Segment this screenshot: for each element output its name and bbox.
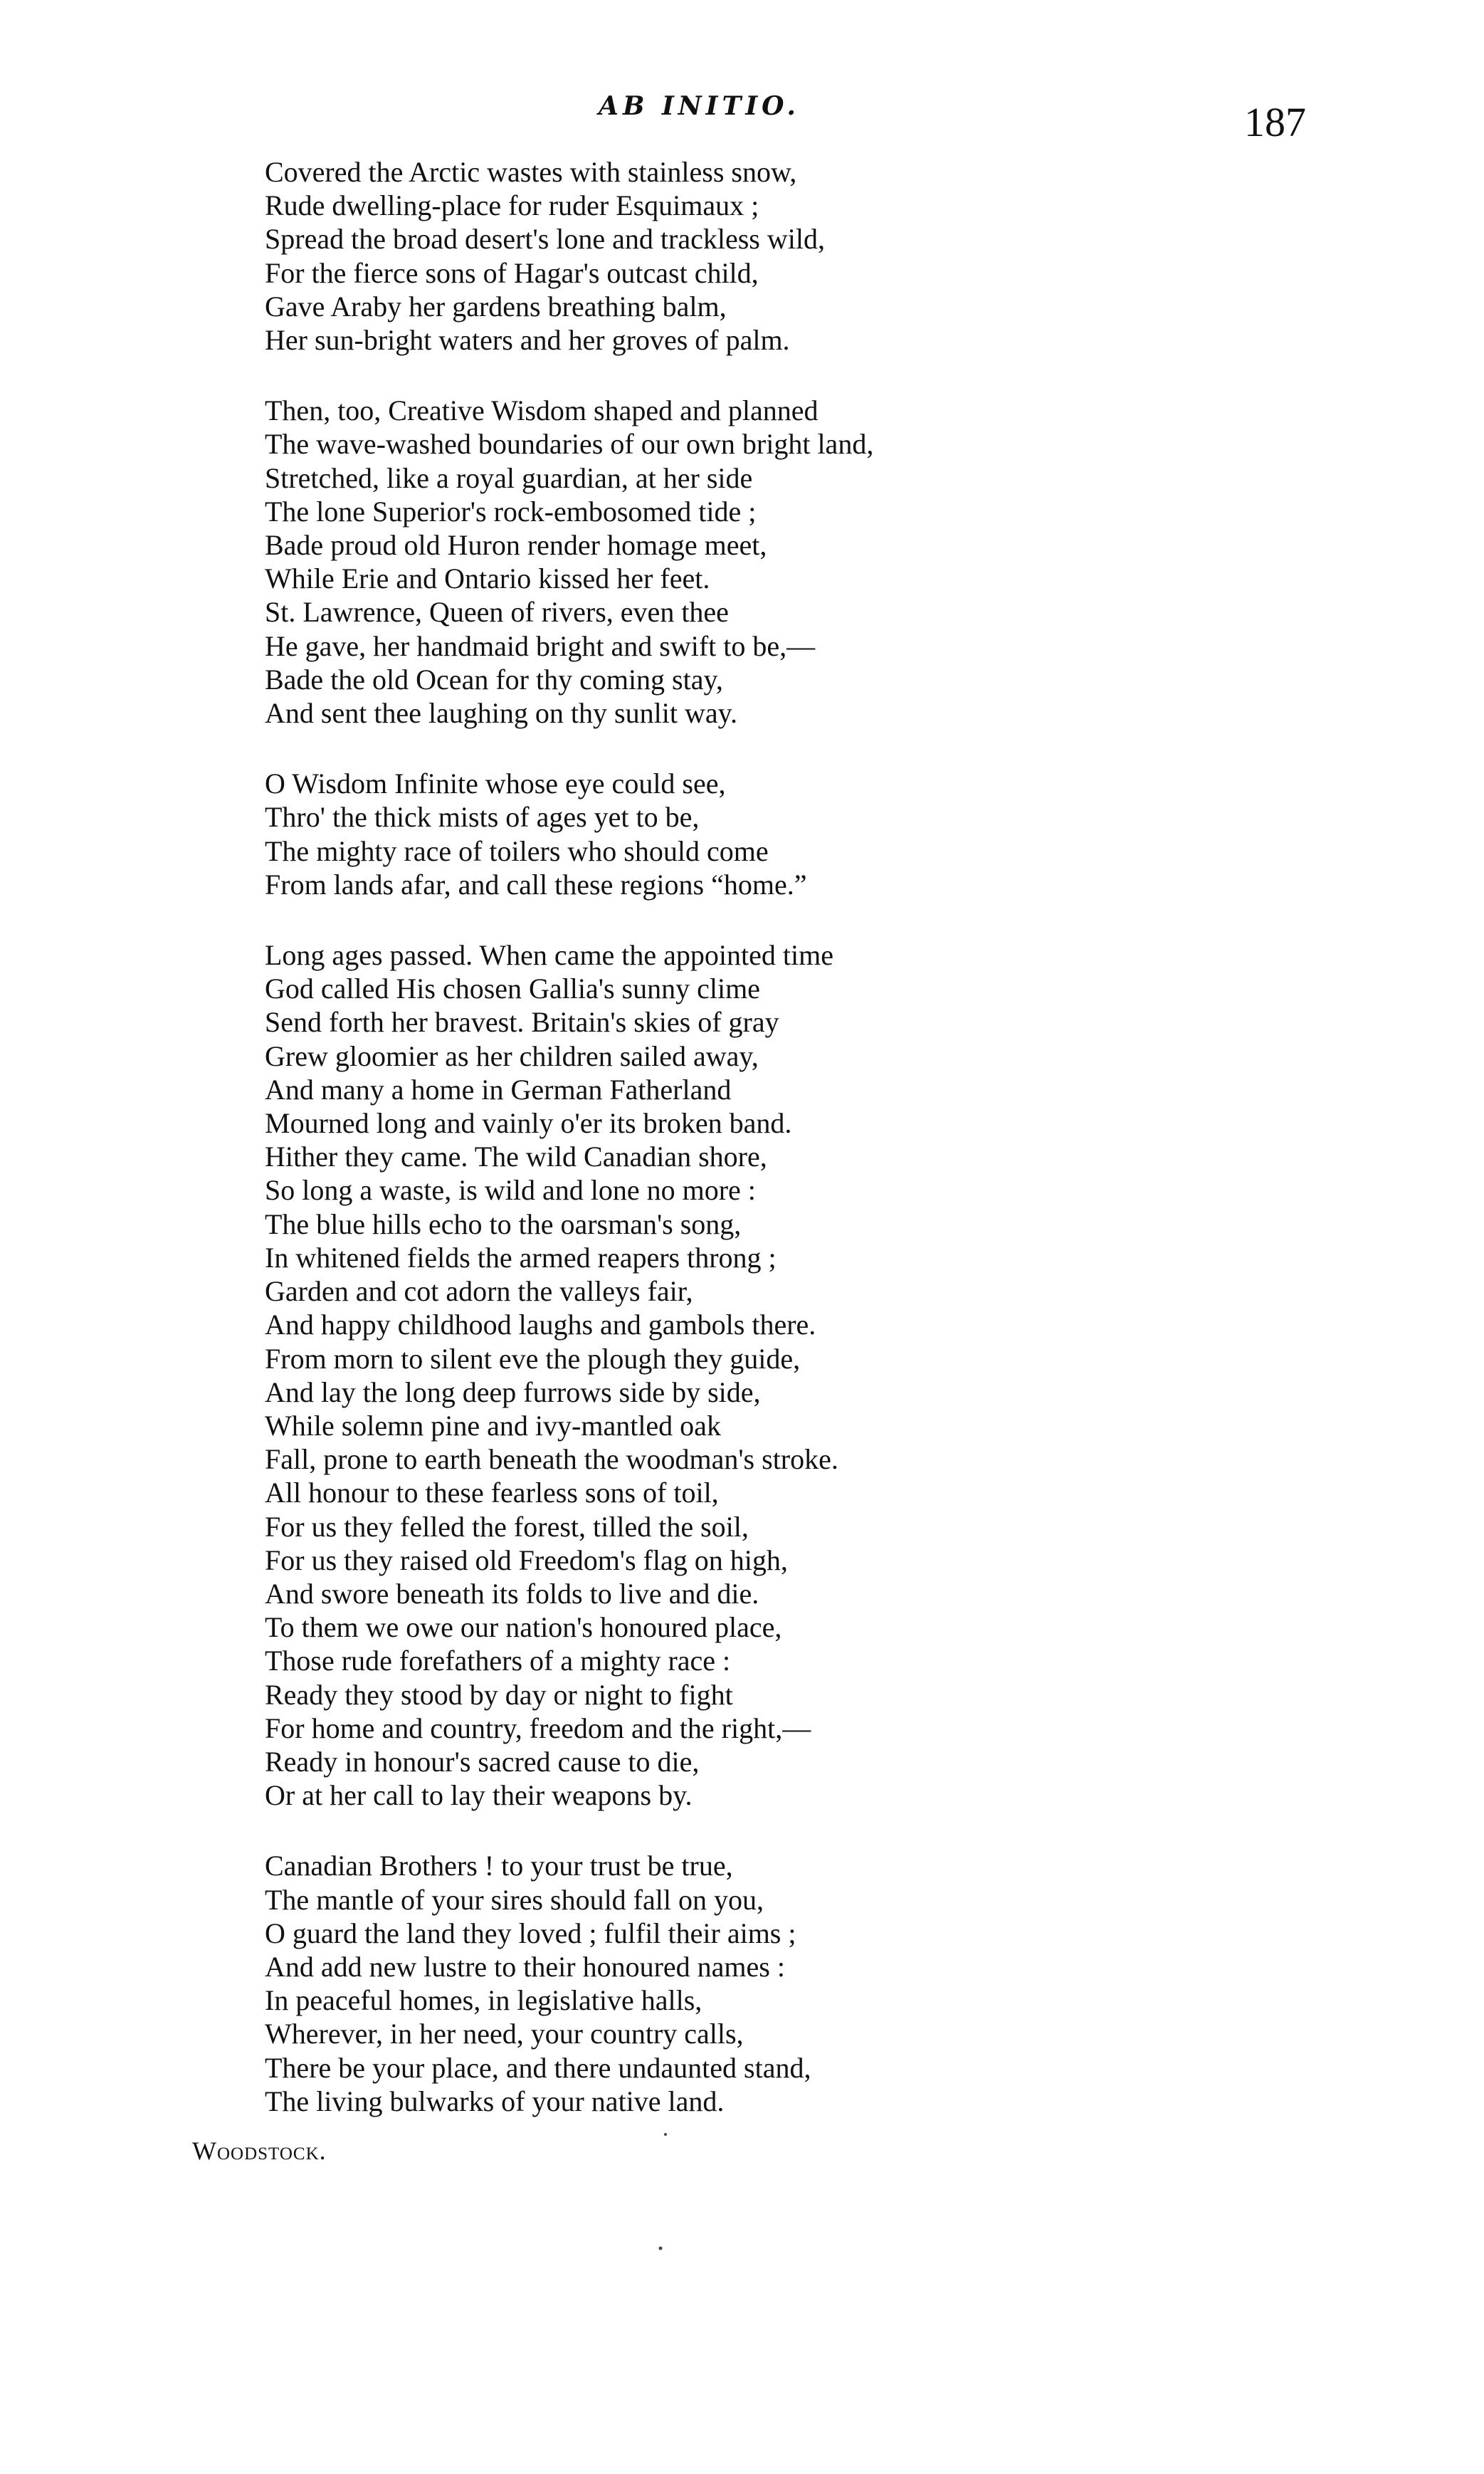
poem-line: In peaceful homes, in legislative halls, xyxy=(265,1984,702,2017)
poem-line: Covered the Arctic wastes with stainless snow, xyxy=(265,156,797,188)
poem-line: Wherever, in her need, your country calls, xyxy=(265,2018,744,2050)
poem-line: Bade the old Ocean for thy coming stay, xyxy=(265,663,723,696)
page-number: 187 xyxy=(1244,99,1306,145)
poem-line: St. Lawrence, Queen of rivers, even thee xyxy=(265,596,729,629)
poem-line: And add new lustre to their honoured names : xyxy=(265,1950,785,1983)
poem-line: The lone Superior's rock-embosomed tide ; xyxy=(265,495,757,528)
poem-line: So long a waste, is wild and lone no more : xyxy=(265,1174,756,1207)
poem-line: God called His chosen Gallia's sunny clime xyxy=(265,973,760,1005)
place-signature: Woodstock. xyxy=(192,2137,327,2165)
poem-line: And lay the long deep furrows side by side, xyxy=(265,1375,761,1408)
poem-line: Hither they came. The wild Canadian shore, xyxy=(265,1141,767,1173)
poem-line: Canadian Brothers ! to your trust be true, xyxy=(265,1850,733,1882)
poem-line: Those rude forefathers of a mighty race : xyxy=(265,1645,731,1677)
poem-line: Spread the broad desert's lone and trackless wild, xyxy=(265,223,825,256)
poem-line: While solemn pine and ivy-mantled oak xyxy=(265,1409,721,1442)
poem-line: Send forth her bravest. Britain's skies of gray xyxy=(265,1006,779,1039)
poem-line: O guard the land they loved ; fulfil their aims ; xyxy=(265,1917,796,1949)
poem-line: The wave-washed boundaries of our own bright land, xyxy=(265,428,874,461)
poem-line: For the fierce sons of Hagar's outcast child, xyxy=(265,256,759,289)
poem-line: All honour to these fearless sons of toil, xyxy=(265,1477,719,1509)
poem-line: And swore beneath its folds to live and die. xyxy=(265,1577,759,1610)
poem-line: The living bulwarks of your native land. xyxy=(265,2085,725,2117)
poem-line: Long ages passed. When came the appointed time xyxy=(265,939,834,972)
poem-line: The mantle of your sires should fall on you, xyxy=(265,1883,764,1916)
poem-line: Grew gloomier as her children sailed away, xyxy=(265,1039,759,1072)
poem-line: For us they felled the forest, tilled the soil, xyxy=(265,1510,749,1543)
poem-line: And happy childhood laughs and gambols there. xyxy=(265,1309,816,1341)
poem-line: O Wisdom Infinite whose eye could see, xyxy=(265,767,726,800)
poem-line: From morn to silent eve the plough they guide, xyxy=(265,1342,801,1375)
poem-line: Fall, prone to earth beneath the woodman's stroke. xyxy=(265,1443,838,1476)
poem-line: Garden and cot adorn the valleys fair, xyxy=(265,1275,693,1308)
poem-line: While Erie and Ontario kissed her feet. xyxy=(265,562,710,595)
poem-line: There be your place, and there undaunted stand, xyxy=(265,2051,811,2084)
poem-line: In whitened fields the armed reapers throng ; xyxy=(265,1241,777,1274)
poem-line: And many a home in German Fatherland xyxy=(265,1073,732,1106)
poem-line: Her sun-bright waters and her groves of palm. xyxy=(265,324,790,357)
poem-line: Thro' the thick mists of ages yet to be, xyxy=(265,801,700,834)
poem-line: Rude dwelling-place for ruder Esquimaux ; xyxy=(265,189,759,222)
poem-line: To them we owe our nation's honoured place, xyxy=(265,1611,782,1644)
poem-line: From lands afar, and call these regions “home.” xyxy=(265,868,807,901)
poem-line: For home and country, freedom and the right,— xyxy=(265,1712,811,1744)
poem-line: Mourned long and vainly o'er its broken band. xyxy=(265,1107,792,1140)
poem-line: The blue hills echo to the oarsman's song, xyxy=(265,1207,742,1240)
poem-line: Ready in honour's sacred cause to die, xyxy=(265,1745,700,1778)
poem-line: Then, too, Creative Wisdom shaped and planned xyxy=(265,394,819,427)
poem-line: He gave, her handmaid bright and swift to be,— xyxy=(265,629,816,662)
poem-line: Bade proud old Huron render homage meet, xyxy=(265,529,767,562)
running-title: AB INITIO. xyxy=(599,91,800,121)
poem-line: The mighty race of toilers who should come xyxy=(265,834,769,867)
poem-line: Stretched, like a royal guardian, at her side xyxy=(265,461,753,494)
poem-line: Ready they stood by day or night to fight xyxy=(265,1678,733,1711)
poem-line: Or at her call to lay their weapons by. xyxy=(265,1779,693,1812)
poem-line: For us they raised old Freedom's flag on high, xyxy=(265,1543,788,1576)
poem-line: Gave Araby her gardens breathing balm, xyxy=(265,290,727,323)
poem-line: And sent thee laughing on thy sunlit way. xyxy=(265,697,737,730)
